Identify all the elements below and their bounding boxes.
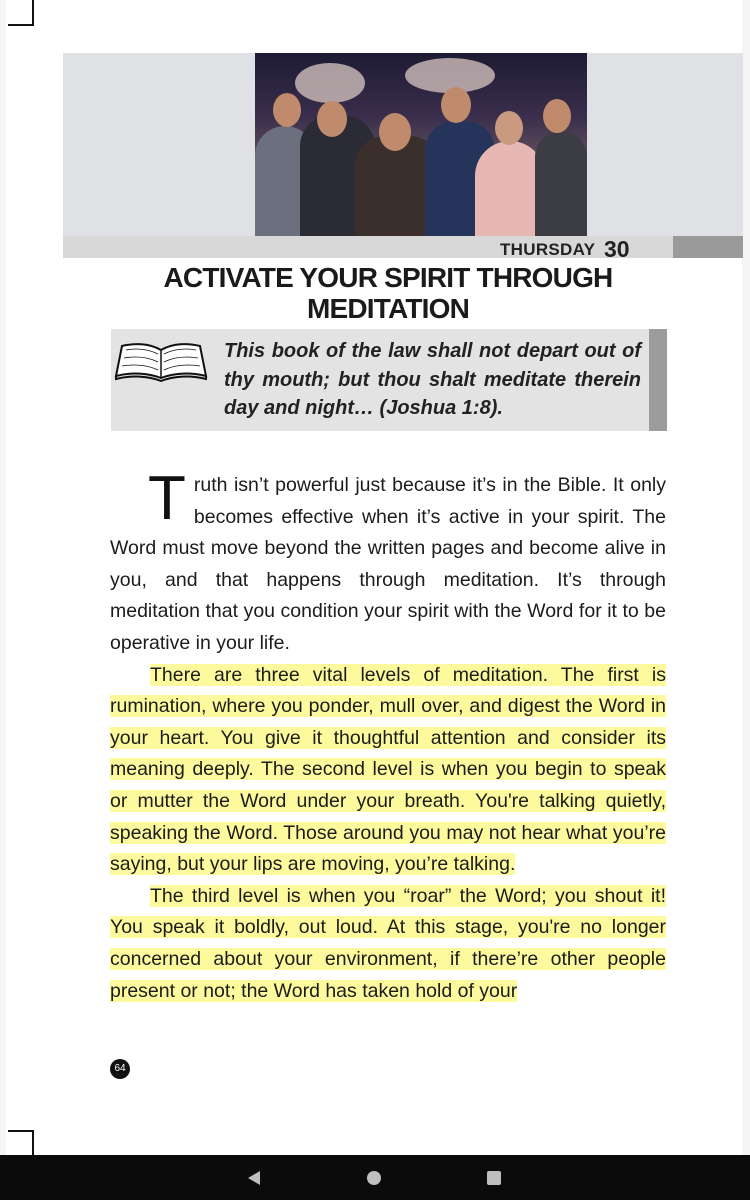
day-number: 30 — [604, 236, 630, 262]
recents-square-icon[interactable] — [484, 1168, 504, 1188]
paragraph-1-text: ruth isn’t powerful just because it’s in the Bible. It only becomes effective when it’s active in your spirit. The Word must move beyond the written pages and become alive in you, and that happens through meditation. It’s through meditation that you condition your spirit with the Word for it to be operative in your life. — [110, 474, 666, 654]
crop-mark-top-horizontal — [8, 24, 34, 26]
page-number: 64 — [110, 1059, 130, 1079]
highlighted-paragraph-2: There are three vital levels of meditation. The first is rumination, where you ponder, mull over, and digest the Word in your heart. You give it thoughtful attention and consider its meaning deeply. The second level is when you begin to speak or mutter the Word under your breath. You're talking quietly, speaking the Word. Those around you may not hear what you’re saying, but your lips are moving, you’re talking. — [110, 663, 666, 876]
highlighted-paragraph-3: The third level is when you “roar” the Word; you shout it! You speak it boldly, out loud. At this stage, you're no longer concerned about your environment, if there’re other people present or not; the Word has taken hold of your — [110, 884, 666, 1002]
back-triangle-icon[interactable] — [244, 1168, 264, 1188]
devotional-body — [110, 464, 666, 1007]
devotional-title: ACTIVATE YOUR SPIRIT THROUGH MEDITATION — [163, 262, 613, 324]
crop-mark-bottom-vertical — [32, 1130, 34, 1155]
scripture-verse: This book of the law shall not depart out of thy mouth; but thou shalt meditate therein day and night… (Joshua 1:8). — [224, 340, 641, 419]
congregation-worship-photo — [255, 53, 587, 236]
system-navigation-bar — [0, 1155, 750, 1200]
date-bar — [63, 236, 743, 258]
drop-cap: T — [148, 464, 186, 533]
paragraph-1 — [110, 464, 666, 660]
paragraph-3 — [110, 881, 666, 1007]
paragraph-2 — [110, 660, 666, 881]
home-circle-icon[interactable] — [364, 1168, 384, 1188]
day-name: THURSDAY — [500, 240, 596, 259]
crop-mark-top-vertical — [32, 0, 34, 26]
crop-mark-bottom-horizontal — [8, 1130, 34, 1132]
open-book-icon — [114, 338, 208, 382]
